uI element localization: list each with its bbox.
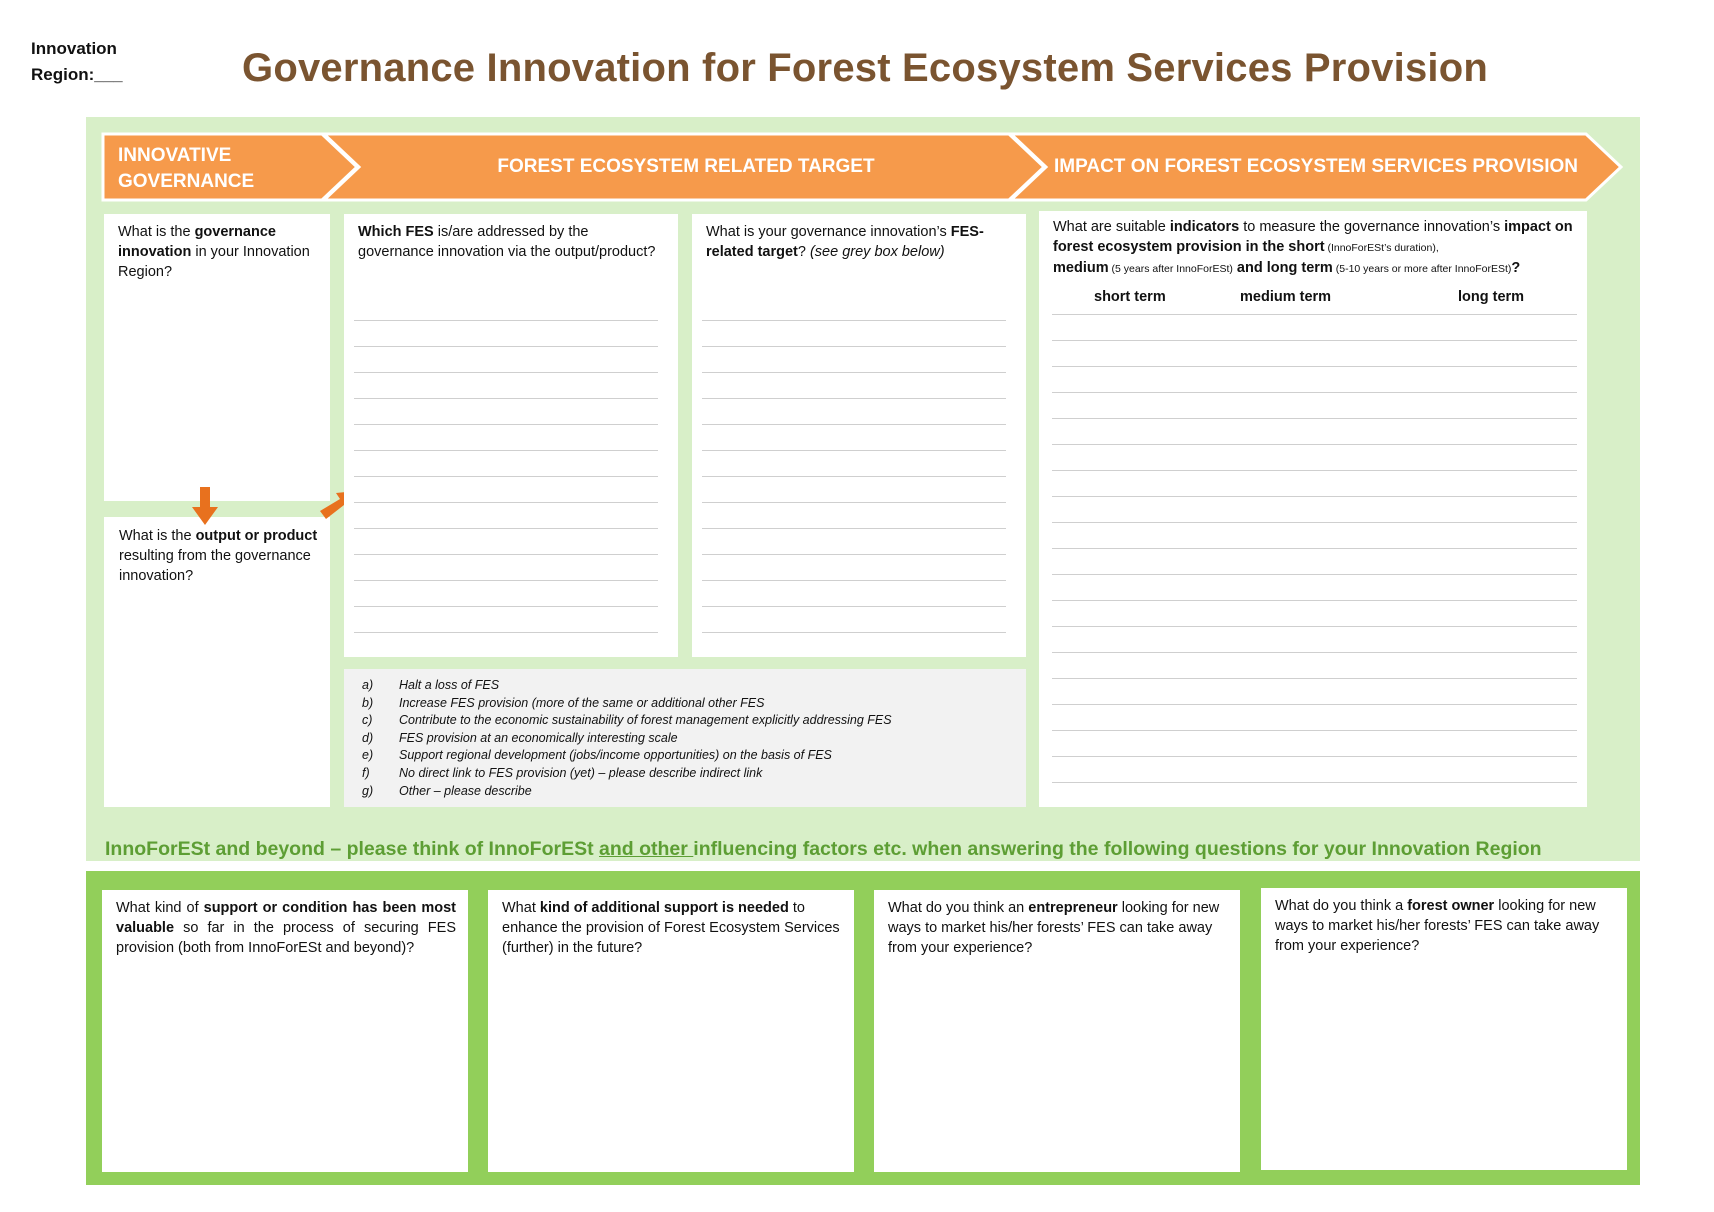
innovation-region-label [31, 36, 123, 88]
indicators-question: What are suitable indicators to measure the governance innovation’s impact on forest ecosystem provision in the short (InnoForESt’s duration), medium (5 years after InnoForESt) and long term (5-10 years or more after InnoForESt)? [1053, 219, 1573, 276]
innovation-region-line2: Region:___ [31, 65, 123, 84]
target-option: f) No direct link to FES provision (yet) – please describe indirect link [362, 766, 763, 780]
chevron-impact: IMPACT ON FOREST ECOSYSTEM SERVICES PROVISION [1054, 156, 1578, 177]
target-option: c) Contribute to the economic sustainability of forest management explicitly addressing FES [362, 713, 892, 728]
target-answer-lines[interactable] [702, 320, 1006, 633]
indicators-box[interactable] [1039, 211, 1587, 807]
target-option: d) FES provision at an economically interesting scale [362, 730, 678, 745]
down-arrow-icon [190, 487, 220, 527]
support-question: What kind of support or condition has been most valuable so far in the process of securing FES provision (both from InnoForESt and beyond)? [116, 900, 456, 956]
fes-box[interactable] [344, 214, 678, 657]
support-box[interactable] [102, 890, 468, 1172]
bottom-panel [86, 871, 1640, 1185]
target-option: g) Other – please describe [362, 783, 532, 798]
chevron-innovative-governance [118, 143, 254, 195]
target-option: b) Increase FES provision (more of the same or additional other FES [362, 695, 765, 710]
target-options-box [344, 669, 1026, 807]
page-title: Governance Innovation for Forest Ecosystem Services Provision [242, 46, 1488, 90]
governance-innovation-box[interactable] [104, 214, 330, 501]
chevron-label-line2: GOVERNANCE [118, 171, 255, 192]
governance-question: What is the governance innovation in your Innovation Region? [118, 224, 310, 280]
innovation-region-line1: Innovation [31, 39, 117, 58]
target-option: a) Halt a loss of FES [362, 678, 500, 692]
fes-question: Which FES is/are addressed by the governance innovation via the output/product? [358, 224, 656, 260]
additional-support-box[interactable] [488, 890, 854, 1172]
fes-answer-lines[interactable] [354, 320, 658, 633]
entrepreneur-box[interactable] [874, 890, 1240, 1172]
target-question: What is your governance innovation’s FES-related target? (see grey box below) [706, 224, 984, 260]
forest-owner-question: What do you think a forest owner looking for new ways to market his/her forests’ FES can take away from your experience? [1275, 898, 1600, 954]
forest-owner-box[interactable] [1261, 888, 1627, 1170]
entrepreneur-question: What do you think an entrepreneur looking for new ways to market his/her forests’ FES can take away from your experience? [888, 900, 1220, 956]
top-panel [86, 117, 1640, 861]
output-question: What is the output or product resulting from the governance innovation? [119, 528, 318, 584]
medium-term-label: medium term [1240, 289, 1332, 305]
target-box[interactable] [692, 214, 1026, 657]
indicators-answer-lines[interactable] [1052, 314, 1577, 783]
long-term-label: long term [1458, 289, 1525, 305]
chevron-forest-target: FOREST ECOSYSTEM RELATED TARGET [497, 156, 875, 177]
additional-support-question: What kind of additional support is needed to enhance the provision of Forest Ecosystem Services (further) in the future? [502, 900, 840, 956]
beyond-heading: InnoForESt and beyond – please think of InnoForESt and other influencing factors etc. when answering the following questions for your Innovation Region [105, 838, 1542, 860]
output-product-box[interactable] [104, 517, 330, 807]
short-term-label: short term [1094, 289, 1166, 305]
target-option: e) Support regional development (jobs/income opportunities) on the basis of FES [362, 748, 832, 763]
chevron-label-line1: INNOVATIVE [118, 145, 232, 166]
